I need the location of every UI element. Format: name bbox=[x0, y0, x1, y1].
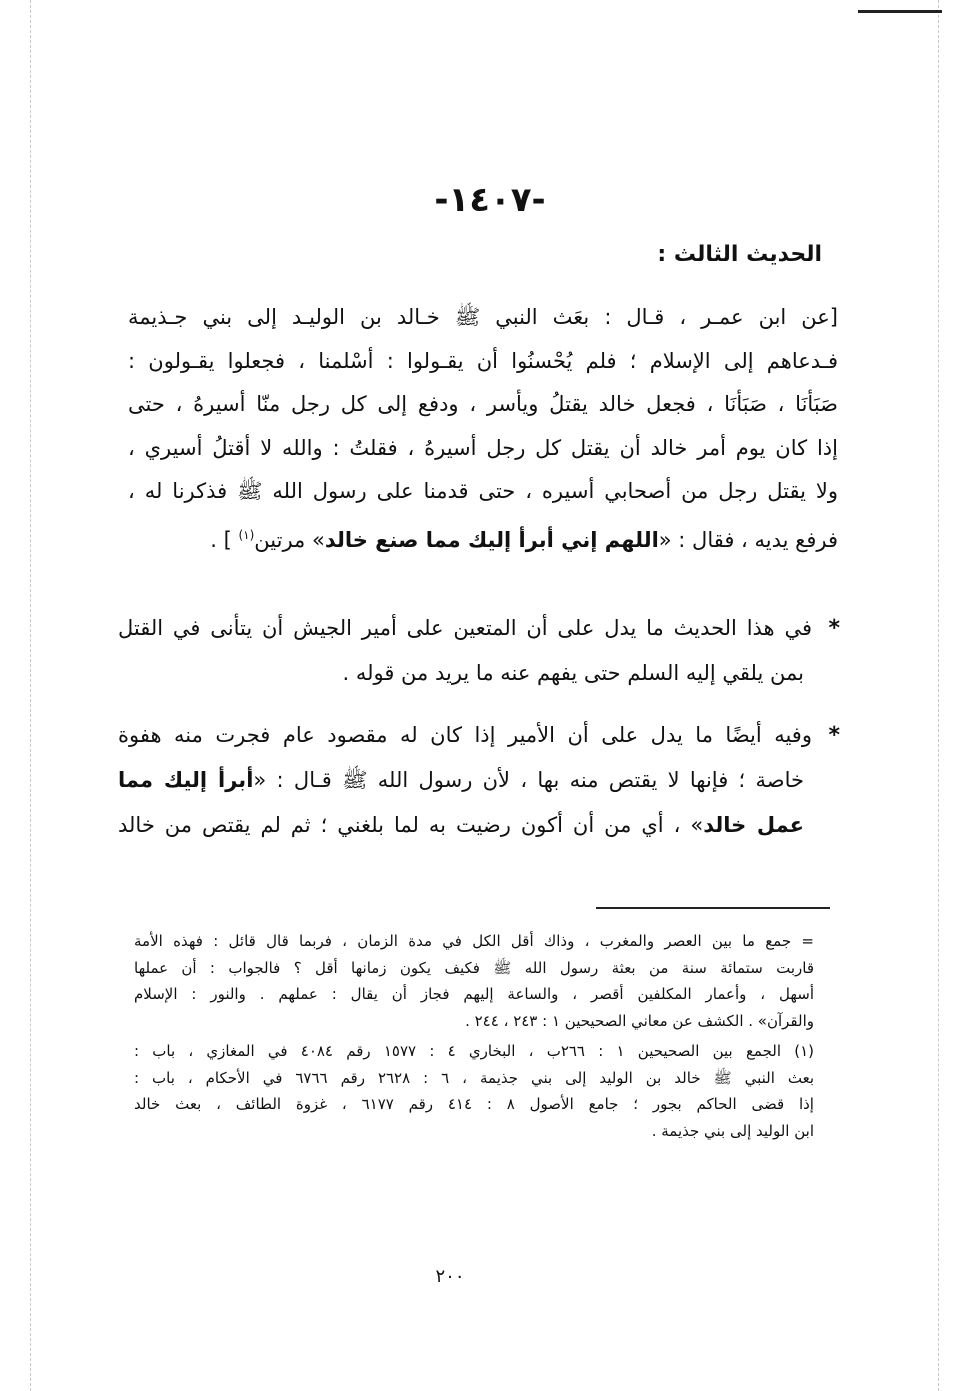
footnote-line: قاربت ستمائة سنة من بعثة رسول الله ﷺ فكيف يكون زمانها أقل ؟ فالجواب : أن عملها bbox=[134, 958, 814, 977]
page-number: ٢٠٠ bbox=[435, 1266, 465, 1287]
footnote-separator bbox=[596, 907, 830, 909]
hadith-line: إذا كان يوم أمر خالد أن يقتل كل رجل أسيرهُ ، فقلتُ : والله لا أقتلُ أسيري ، bbox=[128, 435, 838, 460]
note-quote-bold: عمل خالد bbox=[703, 813, 804, 837]
footnote-line: ابن الوليد إلى بني جذيمة . bbox=[651, 1121, 814, 1140]
hadith-line: [عن ابن عمـر ، قـال : بعَث النبي ﷺ خـالد بن الوليـد إلى بني جـذيمة bbox=[128, 305, 838, 329]
footnote-line: أسهل ، وأعمار المكلفين أقصر ، والساعة إليهم فجاز أن يقال : عملهم . والنور : الإسلام bbox=[134, 985, 814, 1003]
note-line: بمن يلقي إليه السلم حتى يفهم عنه ما يريد من قوله . bbox=[342, 661, 804, 685]
note-text: خاصة ؛ فإنها لا يقتص منه بها ، لأن رسول الله ﷺ قـال : « bbox=[253, 768, 804, 792]
note-line bbox=[118, 713, 840, 758]
hadith-last-suffix: » مرتين bbox=[254, 527, 325, 552]
hadith-last-prefix: فرفع يديه ، فقال : « bbox=[658, 527, 838, 552]
section-heading: الحديث الثالث : bbox=[657, 242, 822, 267]
hadith-line: فـدعاهم إلى الإسلام ؛ فلم يُحْسنُوا أن يقـولوا : أسْلمنا ، فجعلوا يقـولون : bbox=[128, 348, 838, 373]
hadith-number: -١٤٠٧- bbox=[434, 180, 546, 220]
bullet-asterisk: * bbox=[828, 723, 840, 748]
commentary-note-1 bbox=[118, 606, 840, 696]
top-rule bbox=[858, 10, 942, 13]
commentary-note-2 bbox=[118, 713, 840, 848]
note-line bbox=[118, 606, 840, 651]
note-text: وفيه أيضًا ما يدل على أن الأمير إذا كان له مقصود عام فجرت منه هفوة bbox=[118, 723, 812, 747]
note-line bbox=[118, 803, 840, 848]
footnote-line: = جمع ما بين العصر والمغرب ، وذاك أقل الكل في مدة الزمان ، فربما قال قائل : فهذه الأمة bbox=[134, 932, 814, 950]
note-text: في هذا الحديث ما يدل على أن المتعين على أمير الجيش أن يتأنى في القتل bbox=[118, 616, 812, 640]
footnote-line: والقرآن» . الكشف عن معاني الصحيحين ١ : ٢٤٣ ، ٢٤٤ . bbox=[465, 1011, 814, 1030]
scan-edge-right bbox=[938, 0, 939, 1391]
footnote-reference: (١) bbox=[238, 527, 255, 542]
hadith-line: ولا يقتل رجل من أصحابي أسيره ، حتى قدمنا على رسول الله ﷺ فذكرنا له ، bbox=[128, 479, 838, 503]
scan-edge-left bbox=[30, 0, 31, 1391]
footnote-line: إذا قضى الحاكم بجور ؛ جامع الأصول ٨ : ٤١٤ رقم ٦١٧٧ ، غزوة الطائف ، بعث خالد bbox=[134, 1095, 814, 1113]
footnotes bbox=[134, 928, 814, 1144]
hadith-quote-bold: اللهم إني أبرأ إليك مما صنع خالد bbox=[324, 527, 659, 552]
bullet-asterisk: * bbox=[828, 616, 840, 641]
hadith-text bbox=[128, 296, 838, 562]
footnote-line: (١) الجمع بين الصحيحين ١ : ٢٦٦ب ، البخاري ٤ : ١٥٧٧ رقم ٤٠٨٤ في المغازي ، باب : bbox=[134, 1042, 815, 1060]
hadith-line: صَبَأنَا ، صَبَأنَا ، فجعل خالد يقتلُ ويأسر ، ودفع إلى كل رجل منّا أسيرهُ ، حتى bbox=[128, 392, 838, 416]
footnote-line: بعث النبي ﷺ خالد بن الوليد إلى بني جذيمة ، ٦ : ٢٦٢٨ رقم ٦٧٦٦ في الأحكام ، باب : bbox=[134, 1068, 815, 1087]
note-quote-bold: أبرأ إليك مما bbox=[118, 768, 254, 792]
hadith-line-last bbox=[128, 514, 838, 563]
hadith-closing: ] . bbox=[210, 527, 239, 552]
note-text: » ، أي من أن أكون رضيت به لما بلغني ؛ ثم لم يقتص من خالد bbox=[118, 813, 704, 837]
note-line bbox=[118, 758, 840, 803]
